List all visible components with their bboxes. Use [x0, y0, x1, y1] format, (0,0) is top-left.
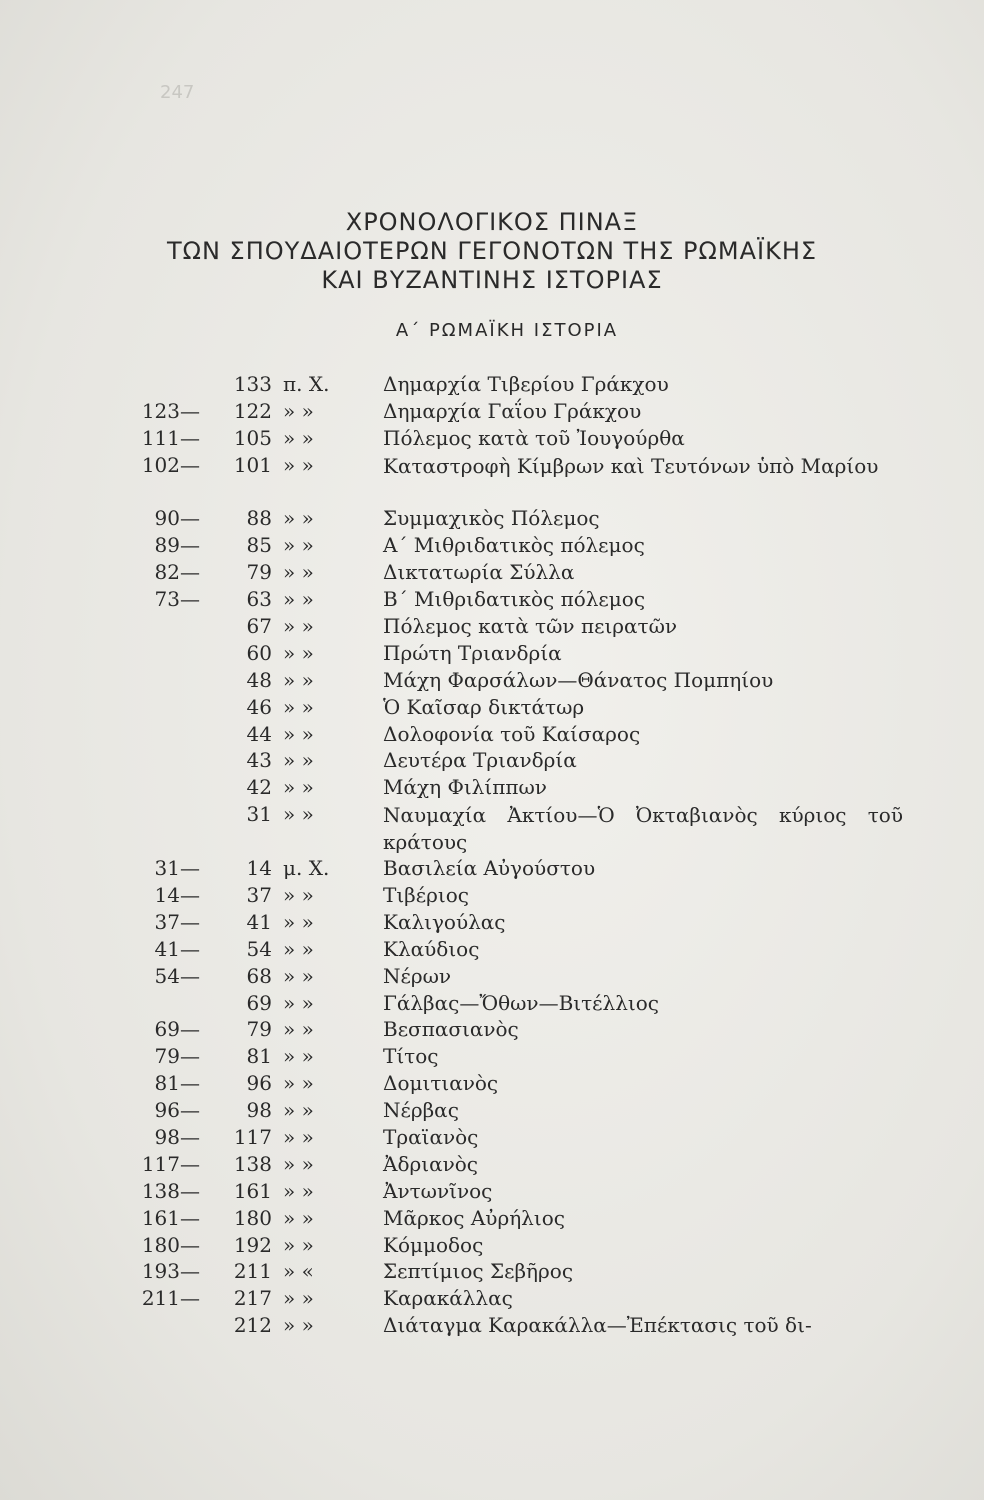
era-marker: » » — [283, 694, 314, 719]
chronology-row — [0, 1017, 984, 1044]
date-start: 123— — [141, 398, 200, 423]
chronology-row — [0, 1206, 984, 1233]
chronology-row — [0, 775, 984, 802]
era-marker: » » — [283, 640, 314, 665]
era-marker: » » — [283, 1044, 314, 1069]
event-text: Δημαρχία Τιβερίου Γράκχου — [383, 372, 669, 396]
event-text: Δημαρχία Γαΐου Γράκχου — [383, 398, 642, 423]
section-title: Α΄ ΡΩΜΑΪΚΗ ΙΣΤΟΡΙΑ — [395, 320, 619, 341]
era-marker: » » — [283, 802, 314, 827]
date-end: 68 — [246, 963, 272, 988]
date-end: 44 — [246, 721, 272, 746]
date-start: 89— — [154, 533, 200, 558]
date-start: 14— — [154, 882, 200, 907]
date-end: 43 — [246, 748, 272, 773]
era-marker: » » — [283, 1017, 314, 1042]
chronology-row — [0, 937, 984, 964]
event-text: Δευτέρα Τριανδρία — [383, 748, 577, 773]
chronology-table — [0, 372, 984, 1340]
era-marker: π. Χ. — [283, 372, 330, 396]
date-end: 79 — [246, 1017, 272, 1042]
chronology-row — [0, 426, 984, 453]
chronology-row — [0, 453, 984, 507]
date-end: 180 — [233, 1205, 272, 1230]
date-end: 60 — [246, 640, 272, 665]
event-text: Καρακάλλας — [383, 1286, 513, 1311]
date-end: 138 — [233, 1151, 272, 1176]
era-marker: » » — [283, 560, 314, 585]
date-start: 138— — [141, 1178, 200, 1203]
date-end: 101 — [233, 452, 272, 477]
era-marker: » » — [283, 533, 314, 558]
date-start: 102— — [141, 452, 200, 477]
event-text: Ἀντωνῖνος — [383, 1178, 493, 1203]
date-end: 212 — [233, 1313, 272, 1338]
date-end: 31 — [246, 802, 272, 827]
chronology-row — [0, 1313, 984, 1340]
chronology-row — [0, 668, 984, 695]
event-text: Νέρβας — [383, 1098, 459, 1123]
chronology-row — [0, 614, 984, 641]
date-end: 122 — [233, 398, 272, 423]
era-marker: » » — [283, 1232, 314, 1257]
chronology-row — [0, 856, 984, 883]
era-marker: » » — [283, 1151, 314, 1176]
chronology-row — [0, 910, 984, 937]
era-marker: » » — [283, 425, 314, 450]
chronology-row — [0, 1286, 984, 1313]
event-text: Κλαύδιος — [383, 936, 480, 961]
date-end: 211 — [233, 1259, 272, 1284]
event-text: Βασιλεία Αὐγούστου — [383, 856, 596, 881]
event-text: Πόλεμος κατὰ τοῦ Ἰουγούρθα — [383, 425, 685, 450]
chronology-row — [0, 1152, 984, 1179]
date-start: 69— — [154, 1017, 200, 1042]
date-end: 42 — [246, 775, 272, 800]
event-text: Δικτατωρία Σύλλα — [383, 560, 575, 585]
era-marker: » » — [283, 398, 314, 423]
event-text: Ὁ Καῖσαρ δικτάτωρ — [383, 694, 585, 719]
era-marker: » » — [283, 909, 314, 934]
date-end: 63 — [246, 587, 272, 612]
date-end: 117 — [233, 1124, 272, 1149]
era-marker: » » — [283, 990, 314, 1015]
date-start: 41— — [154, 936, 200, 961]
era-marker: » » — [283, 775, 314, 800]
event-text: Γάλβας—Ὄθων—Βιτέλλιος — [383, 990, 659, 1015]
date-end: 48 — [246, 667, 272, 692]
date-end: 41 — [246, 909, 272, 934]
date-start: 211— — [141, 1286, 200, 1311]
date-start: 161— — [141, 1205, 200, 1230]
chronology-row — [0, 1071, 984, 1098]
date-start: 79— — [154, 1044, 200, 1069]
chronology-row — [0, 748, 984, 775]
era-marker: » » — [283, 452, 314, 477]
date-end: 88 — [246, 506, 272, 531]
date-start: 96— — [154, 1098, 200, 1123]
event-text: Σεπτίμιος Σεβῆρος — [383, 1259, 574, 1284]
date-end: 54 — [246, 936, 272, 961]
chronology-row — [0, 1098, 984, 1125]
date-end: 67 — [246, 614, 272, 639]
era-marker: » » — [283, 1286, 314, 1311]
era-marker: » » — [283, 1313, 314, 1338]
era-marker: » » — [283, 667, 314, 692]
date-start: 82— — [154, 560, 200, 585]
event-text: Τιβέριος — [383, 882, 469, 907]
date-start: 73— — [154, 587, 200, 612]
date-start: 54— — [154, 963, 200, 988]
date-start: 31— — [154, 856, 200, 881]
date-start: 37— — [154, 909, 200, 934]
chronology-row — [0, 560, 984, 587]
chronology-row — [0, 1233, 984, 1260]
title-line-2: ΤΩΝ ΣΠΟΥΔΑΙΟΤΕΡΩΝ ΓΕΓΟΝΟΤΩΝ ΤΗΣ ΡΩΜΑΪΚΗΣ — [166, 237, 818, 265]
event-text: Τίτος — [383, 1044, 439, 1069]
date-end: 105 — [233, 425, 272, 450]
chronology-row — [0, 695, 984, 722]
date-end: 217 — [233, 1286, 272, 1311]
era-marker: » » — [283, 1178, 314, 1203]
era-marker: » » — [283, 1124, 314, 1149]
date-end: 96 — [246, 1071, 272, 1096]
event-text: Διάταγμα Καρακάλλα—Ἐπέκτασις τοῦ δι- — [383, 1313, 812, 1338]
chronology-row — [0, 722, 984, 749]
era-marker: » » — [283, 614, 314, 639]
chronology-row — [0, 587, 984, 614]
event-text: Μᾶρκος Αὐρήλιος — [383, 1205, 565, 1230]
date-start: 180— — [141, 1232, 200, 1257]
event-text: Μάχη Φιλίππων — [383, 775, 547, 800]
date-end: 161 — [233, 1178, 272, 1203]
date-end: 14 — [246, 856, 272, 881]
event-text: Βεσπασιανὸς — [383, 1017, 519, 1042]
era-marker: » » — [283, 748, 314, 773]
date-end: 133 — [233, 372, 272, 396]
era-marker: μ. Χ. — [283, 856, 330, 881]
date-end: 37 — [246, 882, 272, 907]
era-marker: » » — [283, 587, 314, 612]
event-text: Κόμμοδος — [383, 1232, 484, 1257]
date-start: 111— — [141, 425, 200, 450]
era-marker: » » — [283, 1098, 314, 1123]
event-text: Καλιγούλας — [383, 909, 506, 934]
page-number: 247 — [160, 82, 195, 103]
chronology-row — [0, 802, 984, 856]
event-text: Συμμαχικὸς Πόλεμος — [383, 506, 600, 531]
chronology-row — [0, 399, 984, 426]
era-marker: » » — [283, 721, 314, 746]
chronology-row — [0, 506, 984, 533]
event-text: Β΄ Μιθριδατικὸς πόλεμος — [383, 587, 646, 612]
chronology-row — [0, 964, 984, 991]
date-end: 79 — [246, 560, 272, 585]
chronology-row — [0, 1179, 984, 1206]
date-end: 69 — [246, 990, 272, 1015]
era-marker: » » — [283, 882, 314, 907]
era-marker: » » — [283, 506, 314, 531]
date-start: 81— — [154, 1071, 200, 1096]
chronology-row — [0, 641, 984, 668]
chronology-row — [0, 372, 984, 399]
era-marker: » » — [283, 963, 314, 988]
chronology-row — [0, 883, 984, 910]
event-text: Ἀδριανὸς — [383, 1151, 478, 1176]
event-text: Πρώτη Τριανδρία — [383, 640, 562, 665]
date-start: 117— — [141, 1151, 200, 1176]
event-text: Πόλεμος κατὰ τῶν πειρατῶν — [383, 614, 678, 639]
chronology-row — [0, 991, 984, 1018]
date-start: 90— — [154, 506, 200, 531]
event-text: Νέρων — [383, 963, 452, 988]
chronology-row — [0, 1259, 984, 1286]
event-text: Δομιτιανὸς — [383, 1071, 499, 1096]
era-marker: » » — [283, 936, 314, 961]
title-line-1: ΧΡΟΝΟΛΟΓΙΚΟΣ ΠΙΝΑΞ — [345, 208, 639, 236]
date-start: 193— — [141, 1259, 200, 1284]
date-end: 85 — [246, 533, 272, 558]
era-marker: » « — [283, 1259, 314, 1284]
date-end: 98 — [246, 1098, 272, 1123]
chronology-row — [0, 1044, 984, 1071]
event-text: Καταστροφὴ Κίμβρων καὶ Τευτόνων ὑπὸ Μαρίου — [383, 453, 879, 478]
date-start: 98— — [154, 1124, 200, 1149]
date-end: 81 — [246, 1044, 272, 1069]
era-marker: » » — [283, 1071, 314, 1096]
chronology-row — [0, 533, 984, 560]
event-text: Ναυμαχία Ἀκτίου—Ὁ Ὀκταβιανὸς κύριος τοῦ κράτους — [383, 803, 903, 855]
chronology-row — [0, 1125, 984, 1152]
event-text: Μάχη Φαρσάλων—Θάνατος Πομπηίου — [383, 667, 774, 692]
era-marker: » » — [283, 1205, 314, 1230]
date-end: 46 — [246, 694, 272, 719]
event-text: Δολοφονία τοῦ Καίσαρος — [383, 721, 641, 746]
title-line-3: ΚΑΙ ΒΥΖΑΝΤΙΝΗΣ ΙΣΤΟΡΙΑΣ — [321, 266, 663, 294]
event-text: Α΄ Μιθριδατικὸς πόλεμος — [383, 533, 645, 558]
date-end: 192 — [233, 1232, 272, 1257]
event-text: Τραϊανὸς — [383, 1124, 479, 1149]
